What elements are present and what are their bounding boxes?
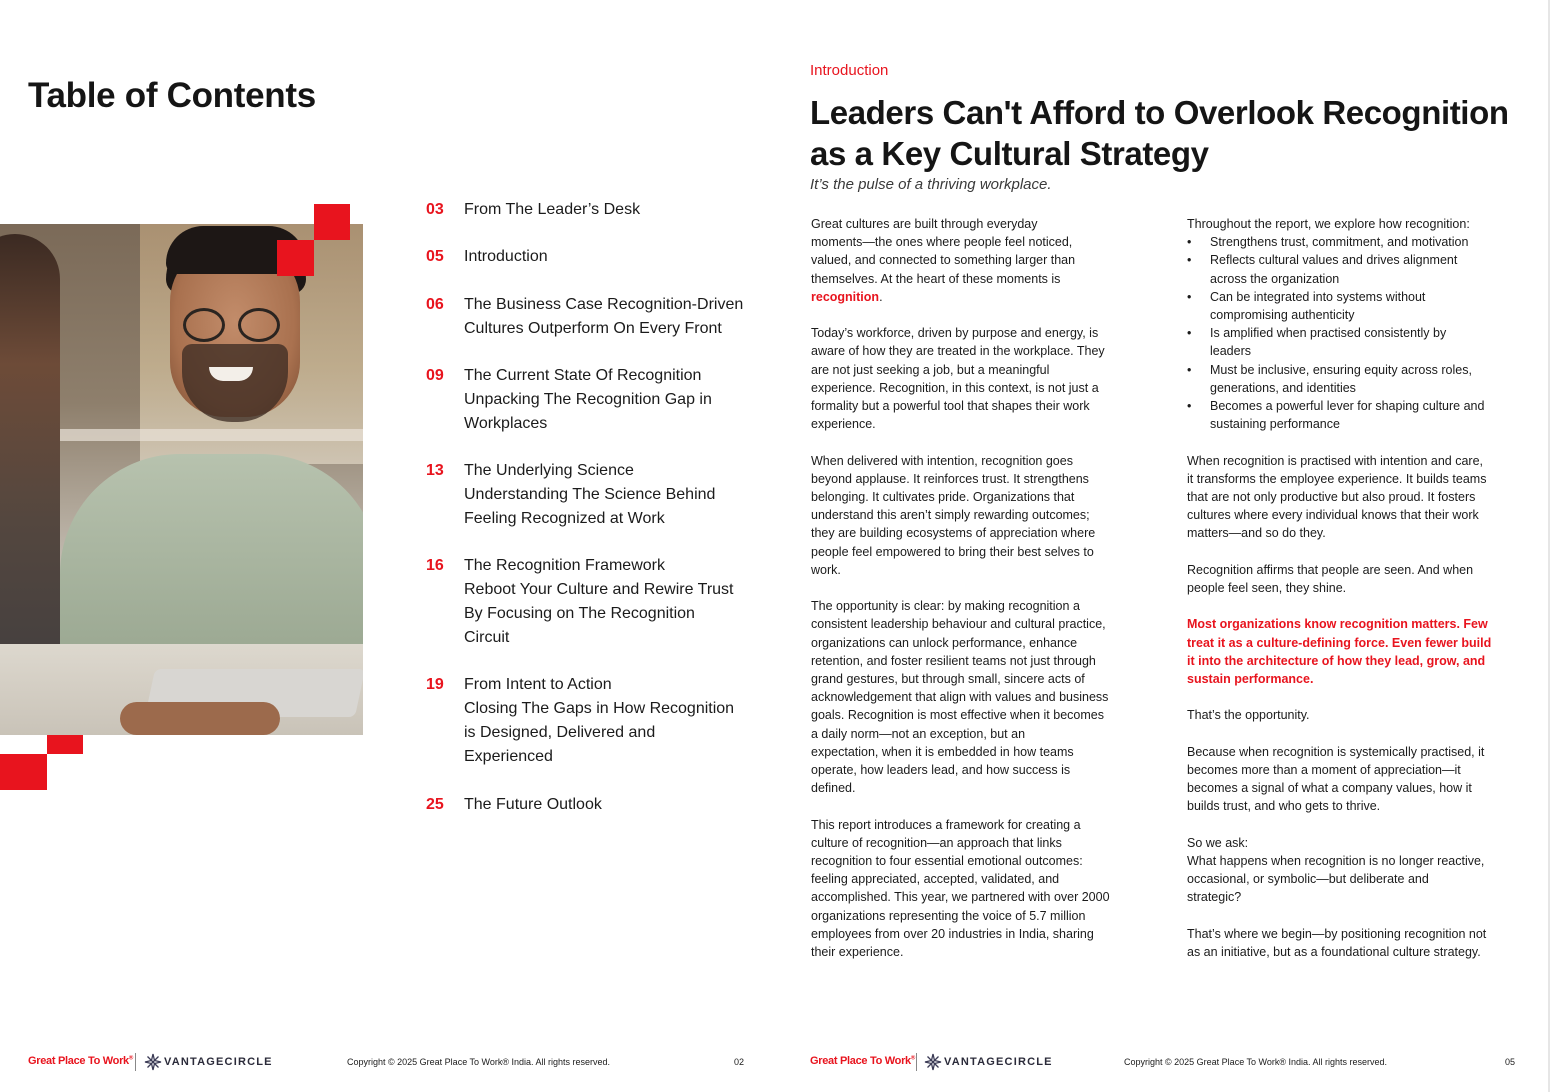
toc-page-number: 06	[426, 296, 444, 313]
paragraph: This report introduces a framework for creating a culture of recognition—an approach that links recognition to four essential emotional outcomes: feeling appreciated, accepted, validated, and accomplished. This year, we partnered with over 2000 organizations representing the voice of 5.7 million employees from over 20 industries in India, sharing their experience.	[811, 817, 1110, 960]
paragraph: When delivered with intention, recognition goes beyond applause. It reinforces trust. It strengthens belonging. It cultivates pride. Organizations that understand this aren’t simply rewarding outcomes; they are building ecosystems of appreciation where people feel empowered to bring their best selves to work.	[811, 453, 1096, 577]
body-column-1	[811, 215, 1141, 979]
toc-entry-text: From Intent to Action Closing The Gaps in How Recognition is Designed, Delivered and Experienced	[464, 676, 735, 765]
paragraph: Today’s workforce, driven by purpose and energy, is aware of how they are treated in the workplace. They are not just seeking a job, but a meaningful experience. Recognition, in this context, is not just a formality but a powerful tool that shapes their work experience.	[811, 326, 1105, 432]
gptw-logo: Great Place To Work®	[810, 1055, 915, 1067]
copyright-text: Copyright © 2025 Great Place To Work® India. All rights reserved.	[1124, 1057, 1388, 1067]
paragraph: The opportunity is clear: by making recognition a consistent leadership behaviour and cultural practice, organizations can unlock performance, enhance retention, and foster resilient teams not just through grand gestures, but through small, sincere acts of acknowledgement that align with values and business goals. Recognition is most effective when it becomes a daily norm—not an exception, but an expectation, when it is embedded in how teams operate, how leaders lead, and how success is defined.	[811, 599, 1109, 796]
toc-entry-text: The Recognition Framework Reboot Your Culture and Rewire Trust By Focusing on The Recognition Circuit	[464, 557, 734, 646]
list-item: • Reflects cultural values and drives alignment across the organization	[1187, 251, 1517, 287]
paragraph: So we ask: What happens when recognition is no longer reactive, occasional, or symbolic—but deliberate and strategic?	[1187, 835, 1485, 905]
decor-square	[314, 204, 350, 240]
toc-page-number: 03	[426, 201, 444, 218]
paragraph: Recognition affirms that people are seen. And when people feel seen, they shine.	[1187, 562, 1474, 596]
footer-divider	[135, 1053, 136, 1071]
list-item: • Must be inclusive, ensuring equity across roles, generations, and identities	[1187, 361, 1517, 397]
section-label: Introduction	[810, 62, 889, 79]
page-headline: Leaders Can't Afford to Overlook Recognition as a Key Cultural Strategy	[810, 94, 1509, 172]
toc-entry-text: The Business Case Recognition-Driven Cultures Outperform On Every Front	[464, 296, 744, 337]
paragraph: Because when recognition is systemically practised, it becomes more than a moment of appreciation—it becomes a signal of what a company values, how it builds trust, and who gets to thrive.	[1187, 744, 1485, 814]
toc-entry-text: The Underlying Science Understanding The Science Behind Feeling Recognized at Work	[464, 462, 716, 527]
footer-divider	[916, 1053, 917, 1071]
vantage-circle-star-icon	[924, 1053, 942, 1071]
paragraph: Great cultures are built through everyday moments—the ones where people feel noticed, valued, and connected to something larger than themselves. At the heart of these moments is recognition.	[811, 217, 1076, 304]
toc-page-number: 13	[426, 462, 444, 479]
toc-page-number: 19	[426, 676, 444, 693]
body-column-2	[1187, 215, 1517, 979]
left-footer	[0, 1052, 775, 1072]
cover-photo	[0, 224, 363, 735]
toc-title: Table of Contents	[28, 76, 316, 115]
toc-entry-text: From The Leader’s Desk	[464, 201, 641, 218]
right-footer	[775, 1052, 1550, 1072]
paragraph: That’s the opportunity.	[1187, 708, 1310, 723]
vantage-circle-star-icon	[144, 1053, 162, 1071]
toc-entry-text: The Future Outlook	[464, 796, 602, 813]
gptw-logo: Great Place To Work®	[28, 1055, 133, 1067]
vantage-circle-logo: VANTAGECIRCLE	[944, 1056, 1053, 1068]
list-item: • Can be integrated into systems without compromising authenticity	[1187, 288, 1517, 324]
page-number: 02	[734, 1057, 745, 1067]
copyright-text: Copyright © 2025 Great Place To Work® India. All rights reserved.	[347, 1057, 611, 1067]
decor-square	[0, 754, 47, 790]
highlight-paragraph: Most organizations know recognition matters. Few treat it as a culture-defining force. Even fewer build it into the architecture of how they lead, grow, and sustain performance.	[1187, 617, 1492, 687]
toc-page-number: 05	[426, 248, 444, 265]
page-subheading: It’s the pulse of a thriving workplace.	[810, 176, 1052, 193]
emphasis-text: recognition	[811, 289, 880, 304]
list-item: • Is amplified when practised consistently by leaders	[1187, 324, 1517, 360]
page-number: 05	[1505, 1057, 1516, 1067]
decor-square	[277, 240, 314, 276]
decor-square	[47, 735, 83, 754]
toc-page-number: 25	[426, 796, 444, 813]
toc-entry-text: Introduction	[464, 248, 548, 265]
toc-entry-text: The Current State Of Recognition Unpacking The Recognition Gap in Workplaces	[464, 367, 712, 432]
bullet-intro: Throughout the report, we explore how recognition:	[1187, 217, 1470, 231]
vantage-circle-logo: VANTAGECIRCLE	[164, 1056, 273, 1068]
toc-page-number: 16	[426, 557, 444, 574]
paragraph: That’s where we begin—by positioning recognition not as an initiative, but as a foundational culture strategy.	[1187, 926, 1487, 960]
list-item: • Becomes a powerful lever for shaping culture and sustaining performance	[1187, 397, 1517, 433]
bullet-list	[1187, 233, 1517, 433]
right-page	[775, 0, 1550, 1092]
toc-page-number: 09	[426, 367, 444, 384]
list-item: • Strengthens trust, commitment, and motivation	[1187, 233, 1517, 251]
paragraph: When recognition is practised with intention and care, it transforms the employee experience. It builds teams that are not only productive but also proud. It fosters cultures where every individual knows that their work matters—and so do they.	[1187, 453, 1487, 541]
